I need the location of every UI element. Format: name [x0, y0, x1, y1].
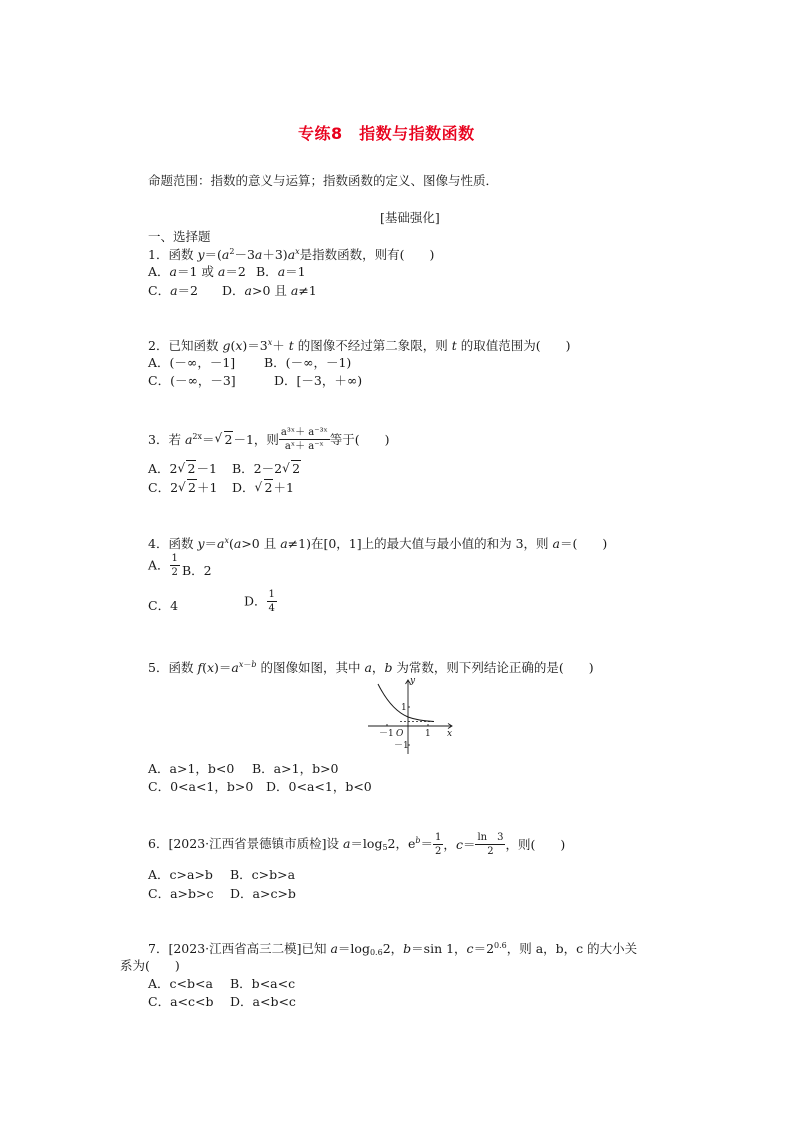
question-7-stem: 7．[2023·江西省高三二模]已知 $a=\log_{0.6}2$，b＝sin 1，$c=2^{0.6}$，则 a，b，c 的大小关: [148, 941, 638, 957]
question-6-option-b[interactable]: B．c>b>a: [230, 867, 296, 882]
tick-label-x-pos: 1: [425, 729, 431, 739]
question-2-option-a[interactable]: A．(－∞，－1]: [148, 355, 236, 370]
question-4-stem: 4．函数 $y=a^x(a>0$ 且 a≠1)在[0，1]上的最大值与最小值的和为 3，则 a＝( ): [148, 536, 608, 551]
question-1-option-b[interactable]: B．a＝1: [256, 264, 306, 279]
question-2-stem: 2．已知函数 $g(x)=3^x+ t$ 的图像不经过第二象限，则 t 的取值范围为( ): [148, 338, 571, 353]
question-7-option-c[interactable]: C．a<c<b: [148, 994, 214, 1009]
tick-label-y-pos: 1: [401, 703, 407, 713]
question-2-option-d[interactable]: D．[－3，＋∞): [274, 373, 363, 388]
question-3-fraction: $\frac{\text{a³ˣ＋ a⁻³ˣ}}{\text{aˣ＋ a⁻ˣ}}$: [280, 427, 328, 452]
question-3-option-b[interactable]: B．2－2√ 2: [232, 463, 301, 476]
page-title: 专练8 指数与指数函数: [298, 124, 475, 143]
scope-text: 命题范围：指数的意义与运算；指数函数的定义、图像与性质．: [148, 173, 499, 188]
part-heading: 一、选择题: [148, 229, 211, 244]
question-7-option-a[interactable]: A．c<b<a: [148, 976, 213, 991]
question-5-option-c[interactable]: C．0<a<1，b>0: [148, 779, 254, 794]
question-1-option-c[interactable]: C．a＝2: [148, 283, 198, 298]
x-axis-label: x: [447, 729, 453, 739]
exponential-graph: [360, 674, 460, 756]
question-2-option-b[interactable]: B．(－∞，－1): [264, 355, 352, 370]
question-6-option-c[interactable]: C．a>b>c: [148, 886, 214, 901]
question-3-option-d[interactable]: D．√ 2＋1: [232, 482, 294, 495]
question-5-stem: 5．函数 $f(x)=a^{x-b}$ 的图像如图，其中 a，b 为常数，则下列结论正确的是( ): [148, 660, 594, 675]
question-4-option-d[interactable]: D． $\frac{1}{4}$: [244, 589, 275, 614]
origin-label: O: [396, 729, 404, 739]
question-6-stem: 6．[2023·江西省景德镇市质检]设 $a=\log_52$，$e^b=$ $\frac{1}{2}$ ，c＝ $\frac{\ln 3}{2}$ ，则( ): [148, 832, 566, 857]
tick-label-y-neg: －1: [394, 741, 409, 751]
question-1-option-a[interactable]: A．a＝1 或 a＝2: [148, 264, 246, 279]
question-6-option-d[interactable]: D．a>c>b: [230, 886, 296, 901]
question-3-option-c[interactable]: C．2√ 2＋1: [148, 482, 217, 495]
question-7-option-b[interactable]: B．b<a<c: [230, 976, 296, 991]
question-4-option-b[interactable]: B．2: [182, 563, 212, 578]
question-5-option-b[interactable]: B．a>1，b>0: [252, 761, 339, 776]
question-1-option-d[interactable]: D．a>0 且 a≠1: [222, 283, 317, 298]
subsection-heading: [基础强化]: [380, 210, 440, 225]
question-5-option-a[interactable]: A．a>1，b<0: [148, 761, 235, 776]
question-4-option-a[interactable]: A． $\frac{1}{2}$: [148, 553, 178, 578]
question-3-stem: 3．若 $a^{2x}=√$ 2－1，则 $\frac{\text{a³ˣ＋ a⁻³ˣ}}{\text{aˣ＋ a⁻ˣ}}$ 等于( ): [148, 427, 390, 452]
question-7-option-d[interactable]: D．a<b<c: [230, 994, 296, 1009]
question-7-stem-continued: 系为( ): [120, 958, 180, 973]
question-3-option-a[interactable]: A．2√ 2－1: [148, 463, 217, 476]
y-axis-label: y: [410, 676, 416, 686]
tick-label-x-neg: －1: [379, 729, 394, 739]
question-2-option-c[interactable]: C．(－∞，－3]: [148, 373, 236, 388]
question-4-option-c[interactable]: C．4: [148, 598, 179, 613]
question-1-stem: 1．函数 $y=(a^2-3a+3)a^x$是指数函数，则有( ): [148, 247, 435, 262]
question-5-option-d[interactable]: D．0<a<1，b<0: [266, 779, 372, 794]
question-6-option-a[interactable]: A．c>a>b: [148, 867, 213, 882]
